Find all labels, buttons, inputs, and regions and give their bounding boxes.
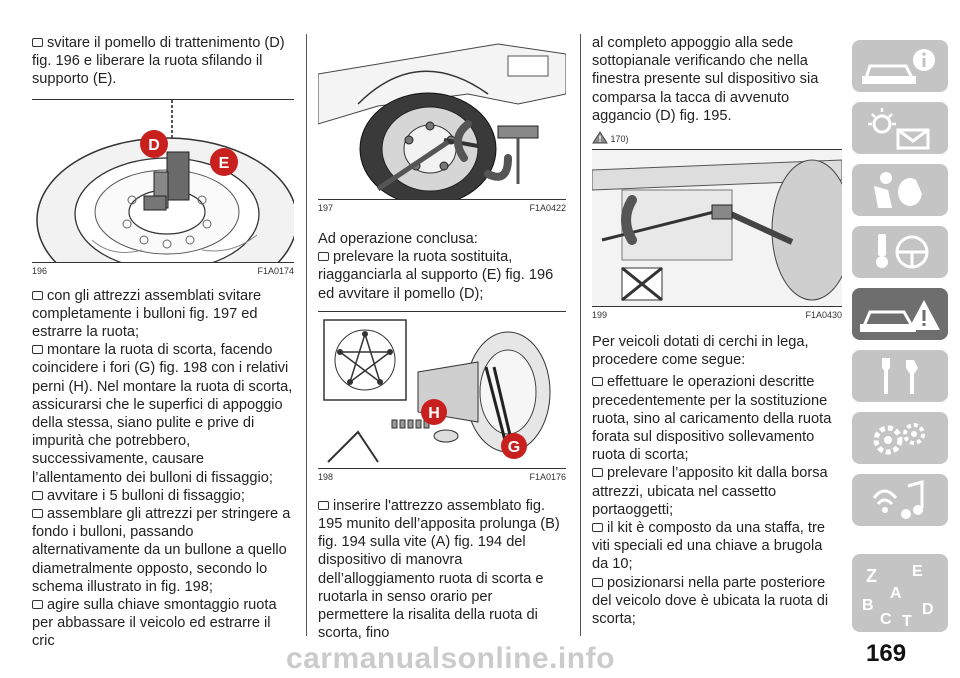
list-item: prelevare l’apposito kit dalla borsa attrezzi, ubicata nel cassetto portaoggetti; [592, 465, 828, 518]
list-item: avvitare i 5 bulloni di fissaggio; [32, 487, 294, 505]
media-icon [852, 474, 948, 526]
sidebar-item-airbag-seat[interactable] [852, 164, 948, 216]
svg-text:T: T [902, 613, 912, 630]
bullet-icon [592, 578, 603, 587]
sidebar-item-car-info[interactable] [852, 40, 948, 92]
wheel-mounting-illustration [318, 312, 566, 469]
bullet-icon [32, 509, 43, 518]
page-number: 169 [866, 640, 907, 667]
airbag-seat-icon [852, 164, 948, 216]
list-item: montare la ruota di scorta, facendo coincidere i fori (G) fig. 198 con i relativi perni (H). Nel montare la ruota di scorta, assicurarsi che le superfici di appoggio della stessa, siano pulite e prive di impurità che potrebbero, successivamente, causare l’allentamento dei bulloni di fissaggio; [32, 342, 293, 486]
figure-199 [592, 149, 842, 307]
bolt-removal-illustration [318, 34, 566, 200]
list-item: inserire l'attrezzo assemblato fig. 195 munito dell’apposita prolunga (B) fig. 194 sulla vite (A) fig. 194 del dispositivo di manovra dell’alloggiamento ruota di scorta e ruotarla in senso orario per permettere la risalita della ruota di scorta, fino [318, 497, 560, 642]
column-3 [592, 34, 842, 628]
list-item: prelevare la ruota sostituita, riagganciarla al supporto (E) fig. 196 ed avvitare il pomello (D); [318, 249, 554, 302]
sidebar-item-media[interactable] [852, 474, 948, 526]
list-item: con gli attrezzi assemblati svitare completamente i bulloni fig. 197 ed estrarre la ruota; [32, 287, 262, 341]
figure-caption: 199 F1A0430 [592, 310, 842, 321]
watermark: carmanualsonline.info [286, 642, 615, 675]
column-divider [306, 34, 307, 636]
sidebar-item-key-steering[interactable] [852, 226, 948, 278]
column-2 [318, 34, 566, 642]
emergency-car-icon [852, 288, 948, 340]
list-item: posizionarsi nella parte posteriore del veicolo dove è ubicata la ruota di scorta; [592, 574, 829, 628]
index-letters-icon [852, 554, 948, 632]
car-info-icon [852, 40, 948, 92]
list-item: effettuare le operazioni descritte precedentemente per la sostituzione ruota, sino al caricamento della ruota forata sul dispositivo sollevamento ruota di scorta; [592, 374, 832, 464]
sidebar-item-warning-lights[interactable] [852, 102, 948, 154]
bullet-icon [32, 491, 43, 500]
key-steering-icon [852, 226, 948, 278]
sidebar-item-gears[interactable] [852, 412, 948, 464]
paragraph: Per veicoli dotati di cerchi in lega, procedere come segue: [592, 334, 809, 369]
sidebar-item-index[interactable] [852, 554, 948, 632]
label-g: G [507, 438, 521, 456]
spare-wheel-illustration [32, 100, 294, 263]
bullet-icon [32, 600, 43, 609]
label-e: E [218, 154, 230, 172]
column-divider [580, 34, 581, 636]
svg-text:A: A [890, 585, 902, 602]
figure-caption: 197 F1A0422 [318, 203, 566, 213]
bullet-icon [592, 377, 603, 386]
svg-text:Z: Z [866, 566, 877, 586]
bullet-icon [318, 501, 329, 510]
svg-text:E: E [912, 563, 923, 580]
gears-icon [852, 412, 948, 464]
label-h: H [428, 404, 440, 422]
bullet-icon [32, 38, 43, 47]
label-d: D [148, 136, 160, 154]
warning-triangle-icon [592, 131, 608, 144]
figure-caption: 198 F1A0176 [318, 471, 566, 482]
figure-caption: 196 F1A0174 [32, 265, 294, 276]
bullet-icon [32, 291, 43, 300]
column-1 [32, 34, 294, 651]
svg-text:B: B [862, 597, 874, 614]
svg-text:C: C [880, 611, 892, 628]
tools-icon [852, 350, 948, 402]
list-item: assemblare gli attrezzi per stringere a fondo i bulloni, passando alternativamente da un bullone a quello diametralmente opposto, secondo lo schema illustrato in fig. 198; [32, 506, 291, 595]
paragraph: svitare il pomello di trattenimento (D) fig. 196 e liberare la ruota sfilando il supporto (E). [32, 35, 285, 88]
paragraph: al completo appoggio alla sede sottopianale verificando che nella finestra presente sul dispositivo sia comparsa la tacca di avvenuto aggancio (D) fig. 195. [592, 35, 819, 124]
sidebar-item-emergency[interactable] [852, 288, 948, 340]
warning-lights-icon [852, 102, 948, 154]
bullet-icon [318, 252, 329, 261]
bullet-icon [592, 468, 603, 477]
bullet-icon [592, 523, 603, 532]
figure-196 [32, 99, 294, 263]
bullet-icon [32, 345, 43, 354]
figure-198 [318, 311, 566, 469]
figure-197 [318, 34, 566, 200]
list-item: il kit è composto da una staffa, tre viti speciali ed una chiave a brugola da 10; [592, 520, 825, 573]
list-item: agire sulla chiave smontaggio ruota per abbassare il veicolo ed estrarre il cric [32, 597, 277, 650]
paragraph: Ad operazione conclusa: [318, 231, 478, 247]
warning-reference: 170) [592, 131, 842, 145]
sidebar-item-tools[interactable] [852, 350, 948, 402]
svg-text:D: D [922, 601, 934, 618]
spare-wheel-crank-illustration [592, 150, 842, 307]
